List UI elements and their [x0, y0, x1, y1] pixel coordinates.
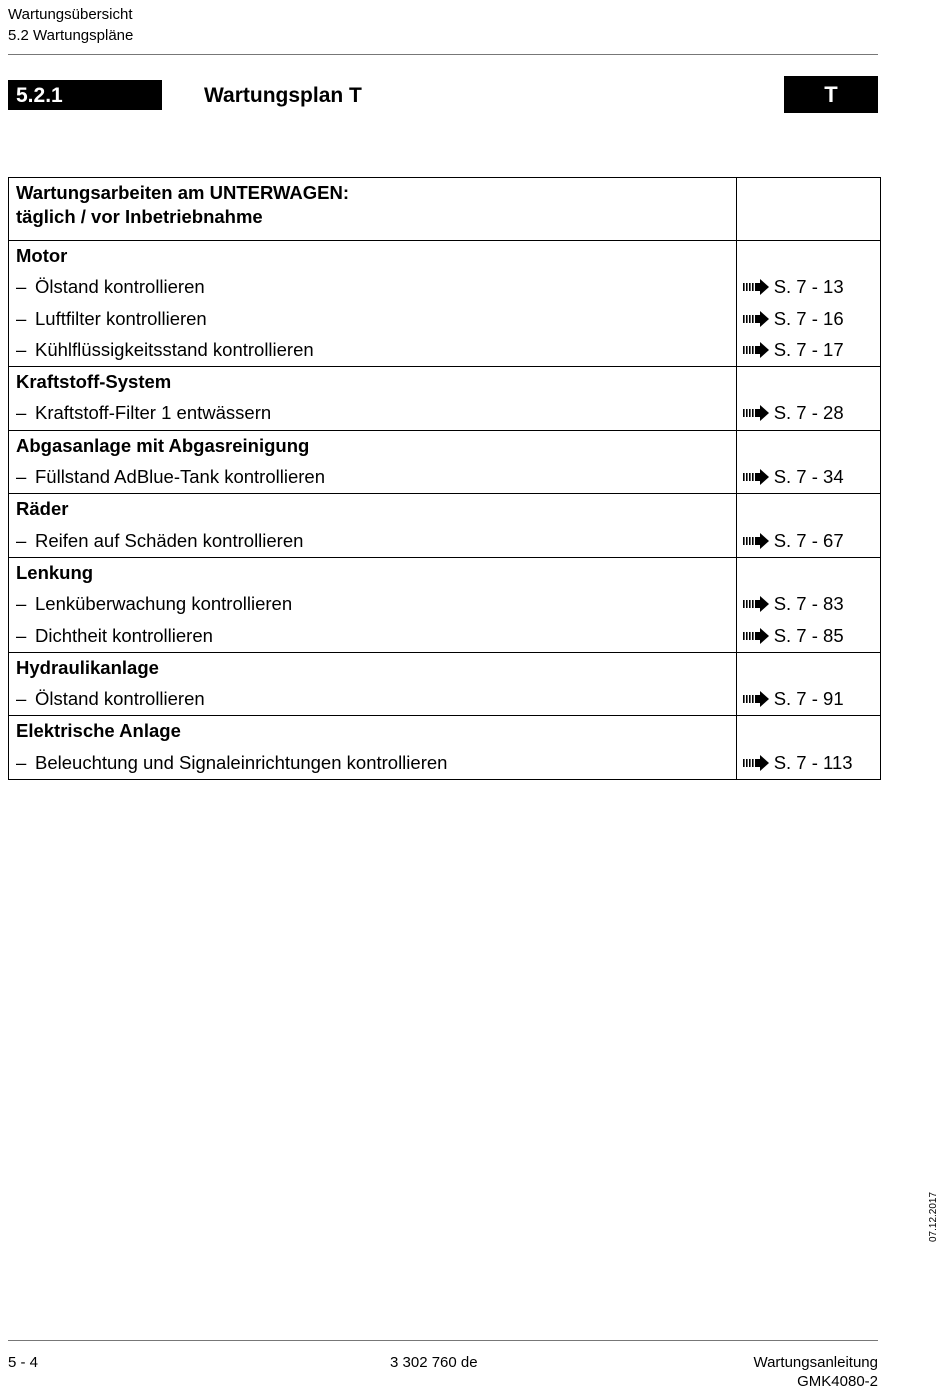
item-dash: – — [16, 338, 27, 360]
page-reference-arrow-icon — [743, 276, 774, 297]
group-task-cell — [9, 557, 737, 652]
group-title: Kraftstoff-System — [16, 371, 172, 393]
group-task-cell — [9, 367, 737, 431]
side-date: 07.12.2017 — [928, 1191, 939, 1242]
group-task-cell — [9, 430, 737, 494]
task-item — [16, 589, 736, 620]
page-reference — [737, 621, 880, 652]
page-reference-arrow-icon — [743, 530, 774, 551]
group-title: Motor — [16, 245, 68, 266]
group-ref-spacer — [737, 716, 880, 747]
task-item — [16, 304, 736, 335]
running-header — [8, 4, 133, 46]
page-reference — [737, 398, 880, 429]
header-chapter: Wartungsübersicht — [8, 6, 133, 23]
page-reference-arrow-icon — [743, 625, 774, 646]
page-reference-arrow-icon — [743, 752, 774, 773]
table-header-ref-cell — [736, 178, 880, 241]
page-reference-text: S. 7 - 28 — [773, 402, 844, 424]
task-item-text: Dichtheit kontrollieren — [35, 624, 213, 646]
group-ref-spacer — [737, 653, 880, 684]
footer-manual-title-line1: Wartungsanleitung — [753, 1354, 878, 1371]
group-row — [9, 430, 881, 494]
task-item — [16, 398, 736, 429]
page-reference — [737, 272, 880, 303]
group-title: Elektrische Anlage — [16, 720, 181, 742]
plan-code-badge: T — [784, 76, 878, 113]
page-reference-text: S. 7 - 91 — [773, 688, 844, 710]
task-item — [16, 272, 736, 303]
task-item — [16, 526, 736, 557]
page-reference — [737, 304, 880, 335]
task-item — [16, 748, 736, 779]
item-dash: – — [16, 751, 27, 773]
task-item-text: Reifen auf Schäden kontrollieren — [35, 529, 304, 551]
page-reference-text: S. 7 - 13 — [773, 276, 844, 298]
page-reference-text: S. 7 - 67 — [773, 529, 844, 551]
page-reference-text: S. 7 - 85 — [773, 624, 844, 646]
task-item-text: Kühlflüssigkeitsstand kontrollieren — [35, 338, 314, 360]
group-row — [9, 716, 881, 780]
section-title: Wartungsplan T — [204, 84, 362, 107]
task-item — [16, 684, 736, 715]
item-dash: – — [16, 402, 27, 424]
task-item-text: Lenküberwachung kontrollieren — [35, 593, 293, 615]
item-dash: – — [16, 688, 27, 710]
item-dash: – — [16, 307, 27, 329]
header-rule — [8, 54, 878, 55]
group-row — [9, 241, 881, 367]
group-title: Lenkung — [16, 561, 94, 583]
page-reference-text: S. 7 - 83 — [773, 593, 844, 615]
item-dash: – — [16, 466, 27, 488]
page-reference-arrow-icon — [743, 339, 774, 360]
page-reference-arrow-icon — [743, 466, 774, 487]
group-title: Hydraulikanlage — [16, 656, 159, 678]
group-task-cell — [9, 716, 737, 780]
group-task-cell — [9, 494, 737, 558]
table-header-row — [9, 178, 881, 241]
group-ref-cell — [736, 716, 880, 780]
page-reference-text: S. 7 - 17 — [773, 338, 844, 360]
group-title: Räder — [16, 498, 69, 520]
group-ref-spacer — [737, 431, 880, 462]
group-row — [9, 494, 881, 558]
header-section: 5.2 Wartungspläne — [8, 27, 134, 44]
group-row — [9, 652, 881, 716]
task-item-text: Kraftstoff-Filter 1 entwässern — [35, 402, 272, 424]
page-reference-text: S. 7 - 16 — [773, 307, 844, 329]
task-item-text: Luftfilter kontrollieren — [35, 307, 207, 329]
group-ref-spacer — [737, 241, 880, 272]
item-dash: – — [16, 529, 27, 551]
page-reference-arrow-icon — [743, 308, 774, 329]
footer-doc-number: 3 302 760 de — [390, 1354, 478, 1371]
task-item-text: Füllstand AdBlue-Tank kontrollieren — [35, 466, 325, 488]
table-heading-line2: täglich / vor Inbetriebnahme — [16, 206, 263, 227]
group-ref-spacer — [737, 494, 880, 525]
table-header-cell — [9, 178, 737, 241]
item-dash: – — [16, 276, 27, 298]
group-ref-cell — [736, 430, 880, 494]
task-item — [16, 621, 736, 652]
task-item-text: Beleuchtung und Signaleinrichtungen kontrollieren — [35, 751, 448, 773]
group-task-cell — [9, 652, 737, 716]
footer-manual-title — [753, 1353, 878, 1391]
group-ref-spacer — [737, 558, 880, 589]
page-reference-text: S. 7 - 34 — [773, 466, 844, 488]
page-reference-arrow-icon — [743, 688, 774, 709]
page-reference — [737, 335, 880, 366]
footer-page-number: 5 - 4 — [8, 1354, 39, 1371]
footer-manual-title-line2: GMK4080-2 — [797, 1373, 878, 1390]
page-reference — [737, 462, 880, 493]
group-ref-spacer — [737, 367, 880, 398]
task-item — [16, 462, 736, 493]
group-ref-cell — [736, 557, 880, 652]
group-task-cell — [9, 241, 737, 367]
group-title: Abgasanlage mit Abgasreinigung — [16, 434, 310, 456]
footer-rule — [8, 1340, 878, 1341]
page-reference-arrow-icon — [743, 593, 774, 614]
item-dash: – — [16, 593, 27, 615]
item-dash: – — [16, 624, 27, 646]
task-item-text: Ölstand kontrollieren — [35, 276, 205, 298]
section-number: 5.2.1 — [8, 80, 162, 110]
group-row — [9, 557, 881, 652]
group-ref-cell — [736, 652, 880, 716]
task-item-text: Ölstand kontrollieren — [35, 688, 205, 710]
page-reference — [737, 684, 880, 715]
maintenance-table — [8, 177, 881, 780]
group-ref-cell — [736, 241, 880, 367]
page-reference-text: S. 7 - 113 — [773, 751, 853, 773]
page-reference — [737, 748, 880, 779]
group-row — [9, 367, 881, 431]
table-heading-line1: Wartungsarbeiten am UNTERWAGEN: — [16, 182, 350, 203]
page-reference-arrow-icon — [743, 402, 774, 423]
page-reference — [737, 526, 880, 557]
group-ref-cell — [736, 494, 880, 558]
task-item — [16, 335, 736, 366]
group-ref-cell — [736, 367, 880, 431]
page-reference — [737, 589, 880, 620]
